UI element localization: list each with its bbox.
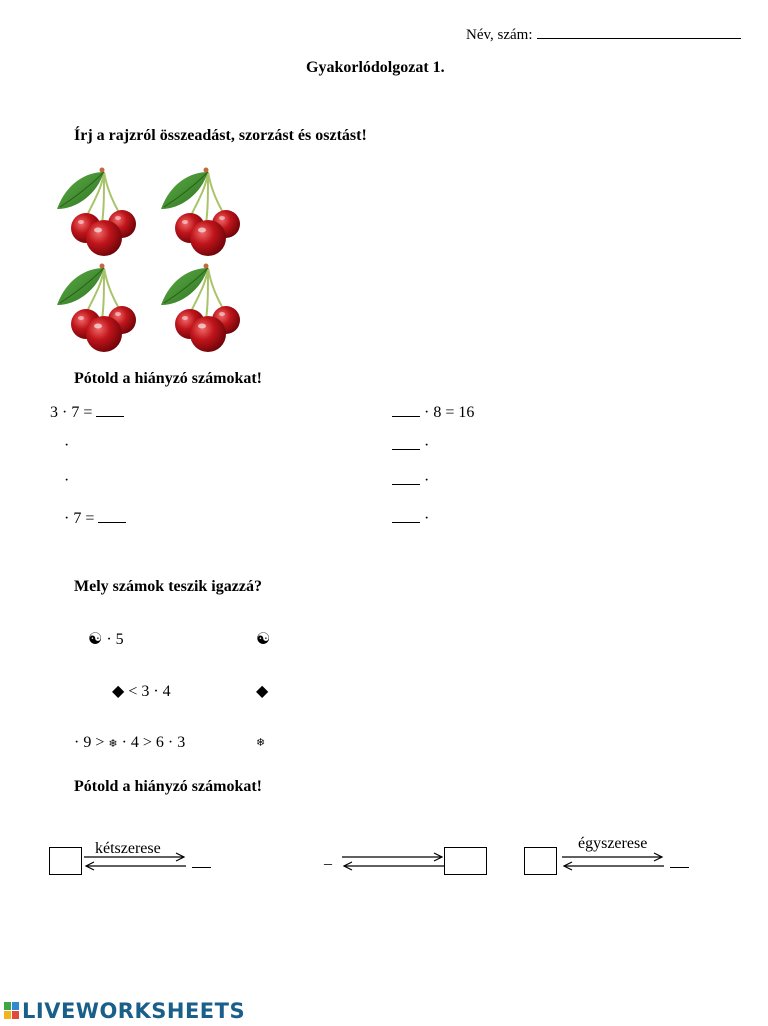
yin-yang-icon[interactable]: ☯ bbox=[256, 631, 271, 648]
snowflake-icon: ❄ bbox=[108, 738, 118, 750]
equation-text: · 7 = bbox=[64, 510, 95, 527]
instruction-4: Pótold a hiányzó számokat! bbox=[74, 778, 262, 795]
cherry-bunch bbox=[52, 260, 150, 356]
yin-yang-icon: ☯ bbox=[88, 631, 103, 648]
cherry-bunch bbox=[52, 164, 150, 260]
equation-right-3 bbox=[392, 472, 429, 490]
diamond-icon[interactable]: ◆ bbox=[256, 683, 269, 700]
instruction-1: Írj a rajzról összeadást, szorzást és osztást! bbox=[74, 127, 367, 144]
diagram-3-label: égyszerese bbox=[578, 835, 648, 852]
answer-blank[interactable] bbox=[392, 483, 420, 485]
answer-blank[interactable] bbox=[96, 415, 124, 417]
page-title: Gyakorlódolgozat 1. bbox=[306, 59, 445, 76]
answer-box[interactable] bbox=[49, 847, 82, 875]
name-input-line[interactable] bbox=[537, 26, 741, 39]
snowflake-icon[interactable]: ❄ bbox=[256, 737, 266, 749]
answer-box[interactable] bbox=[524, 847, 557, 875]
instruction-3: Mely számok teszik igazzá? bbox=[74, 578, 262, 595]
answer-box[interactable] bbox=[444, 847, 487, 875]
inequality-text: < 3 · 4 bbox=[128, 683, 171, 700]
cherries-image bbox=[52, 160, 260, 356]
double-arrow-icon bbox=[560, 852, 666, 872]
answer-blank[interactable] bbox=[670, 866, 689, 868]
inequality-3 bbox=[74, 734, 185, 752]
equation-right-4 bbox=[392, 510, 429, 528]
footer bbox=[4, 996, 245, 1026]
inequality-2 bbox=[112, 681, 171, 701]
equation-right-1 bbox=[392, 404, 474, 422]
equation-left-4 bbox=[64, 510, 126, 528]
equation-text: · 8 = 16 bbox=[424, 404, 475, 421]
diamond-icon: ◆ bbox=[112, 683, 125, 700]
brand-name[interactable]: LIVEWORKSHEETS bbox=[22, 999, 246, 1023]
equation-text: · bbox=[424, 437, 430, 454]
diagram-2-blank[interactable]: _ bbox=[324, 850, 332, 867]
equation-left-1 bbox=[50, 404, 124, 422]
instruction-2: Pótold a hiányzó számokat! bbox=[74, 370, 262, 387]
equation-text: · bbox=[424, 510, 430, 527]
inequality-text: · 5 bbox=[106, 631, 124, 648]
diagram-1-label: kétszerese bbox=[95, 840, 161, 857]
answer-blank[interactable] bbox=[392, 521, 420, 523]
double-arrow-icon bbox=[82, 852, 188, 872]
equation-right-2 bbox=[392, 437, 429, 455]
liveworksheets-logo-icon bbox=[4, 1002, 20, 1020]
equation-text: 3 · 7 = bbox=[50, 404, 93, 421]
inequality-1 bbox=[88, 629, 124, 649]
cherry-bunch bbox=[156, 164, 254, 260]
answer-blank[interactable] bbox=[392, 448, 420, 450]
inequality-text: · 4 > 6 · 3 bbox=[121, 734, 186, 751]
equation-left-2: · bbox=[64, 437, 70, 454]
double-arrow-icon bbox=[340, 852, 446, 872]
name-field bbox=[466, 26, 741, 44]
inequality-prefix: · 9 > bbox=[74, 734, 105, 751]
answer-blank[interactable] bbox=[98, 521, 126, 523]
cherry-bunch bbox=[156, 260, 254, 356]
answer-blank[interactable] bbox=[192, 866, 211, 868]
name-label: Név, szám: bbox=[466, 27, 533, 43]
answer-blank[interactable] bbox=[392, 415, 420, 417]
equation-left-3: · bbox=[64, 472, 70, 489]
equation-text: · bbox=[424, 472, 430, 489]
